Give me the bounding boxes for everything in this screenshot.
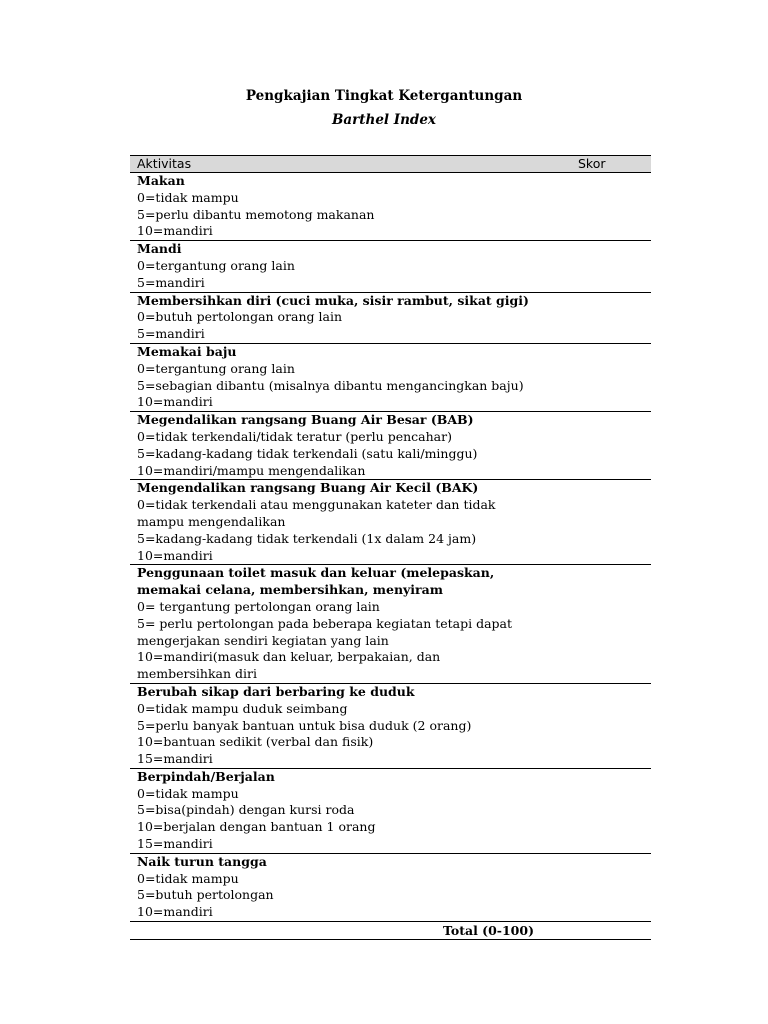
activity-section [130,565,651,684]
activity-option: 0=tidak mampu duduk seimbang [137,700,348,716]
activity-option: 0=tidak terkendali atau menggunakan kateter dan tidak mampu mengendalikan [137,497,496,529]
activity-option: 10=bantuan sedikit (verbal dan fisik) [137,734,374,750]
activity-section [130,412,651,480]
activity-option: 0=tergantung orang lain [137,360,295,376]
activity-option: 5=bisa(pindah) dengan kursi roda [137,802,355,818]
activity-option: 0=butuh pertolongan orang lain [137,309,343,325]
activity-name: Makan [137,173,185,188]
document-subtitle: Barthel Index [332,112,436,128]
activity-option: 10=mandiri [137,394,213,410]
activity-name: Memakai baju [137,343,237,359]
activity-name: Membersihkan diri (cuci muka, sisir rambut, sikat gigi) [137,292,529,308]
activity-section [130,344,651,412]
activity-option: 0=tidak mampu [137,870,239,886]
activity-section [130,684,651,769]
activity-option: 5=mandiri [137,274,205,290]
activity-option: 0=tergantung orang lain [137,257,295,273]
activity-option: 15=mandiri [137,751,213,767]
activity-option: 10=mandiri/mampu mengendalikan [137,462,366,478]
activity-name: Berubah sikap dari berbaring ke duduk [137,683,415,699]
total-row [130,922,651,940]
header-score: Skor [578,156,606,171]
activity-option: 10=mandiri [137,547,213,563]
activity-section [130,241,651,292]
activity-name: Mandi [137,241,182,257]
activity-option: 5=perlu banyak bantuan untuk bisa duduk (2 orang) [137,717,472,733]
activity-name: Megendalikan rangsang Buang Air Besar (BAB) [137,412,474,428]
activity-option: 10=mandiri(masuk dan keluar, berpakaian, dan membersihkan diri [137,649,441,682]
activity-option: 5=perlu dibantu memotong makanan [137,206,375,222]
activity-option: 5=sebagian dibantu (misalnya dibantu mengancingkan baju) [137,377,524,393]
table-header [130,155,651,173]
activity-name: Berpindah/Berjalan [137,768,275,784]
activity-option: 5=mandiri [137,326,205,342]
table-body [130,173,651,922]
activity-option: 5= perlu pertolongan pada beberapa kegiatan tetapi dapat mengerjakan sendiri kegiatan yang lain [137,615,513,648]
document-title: Pengkajian Tingkat Ketergantungan [245,88,523,104]
activity-option: 0= tergantung pertolongan orang lain [137,598,380,614]
activity-option: 15=mandiri [137,836,213,852]
activity-section [130,854,651,922]
activity-option: 5=kadang-kadang tidak terkendali (1x dalam 24 jam) [137,530,477,546]
activity-section [130,769,651,854]
activity-option: 0=tidak mampu [137,189,239,205]
activity-option: 5=butuh pertolongan [137,887,274,903]
activity-option: 0=tidak mampu [137,785,239,801]
activity-name: Penggunaan toilet masuk dan keluar (melepaskan, memakai celana, membersihkan, menyiram [137,565,495,598]
activity-option: 5=kadang-kadang tidak terkendali (satu kali/minggu) [137,445,478,461]
activity-section [130,173,651,241]
activity-name: Naik turun tangga [137,853,267,869]
activity-option: 10=mandiri [137,904,213,920]
activity-option: 10=mandiri [137,223,213,239]
activity-section [130,480,651,565]
activity-option: 0=tidak terkendali/tidak teratur (perlu pencahar) [137,428,452,444]
total-label: Total (0-100) [443,923,534,939]
activity-option: 10=berjalan dengan bantuan 1 orang [137,819,376,835]
barthel-table [130,155,651,940]
header-activity: Aktivitas [137,156,192,171]
activity-name: Mengendalikan rangsang Buang Air Kecil (BAK) [137,480,479,496]
activity-section [130,293,651,344]
